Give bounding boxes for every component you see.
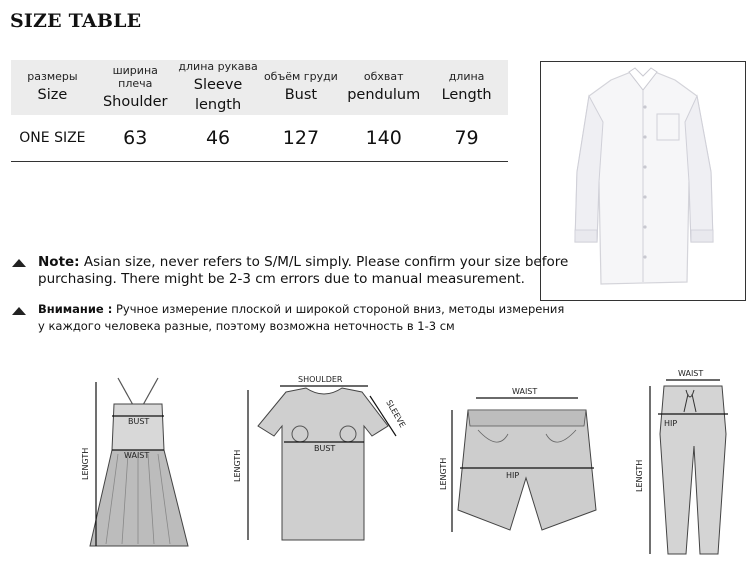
tshirt-length-label: LENGTH (233, 449, 242, 482)
note-line-2: purchasing. There might be 2-3 cm errors due to manual measurement. (38, 271, 525, 287)
note-line-1: Asian size, never refers to S/M/L simply. Please confirm your size before (83, 254, 569, 270)
pants-waist-label: WAIST (678, 369, 704, 378)
dress-diagram (76, 374, 206, 560)
cell-size: ONE SIZE (11, 115, 94, 162)
pants-diagram (630, 364, 740, 560)
size-table (11, 60, 508, 162)
warning-triangle-icon (12, 259, 26, 267)
dress-bust-label: BUST (128, 417, 150, 426)
pants-hip-label: HIP (664, 419, 678, 428)
tshirt-diagram (230, 372, 410, 552)
shorts-hip-label: HIP (506, 471, 520, 480)
note-ru-label: Внимание : (38, 302, 113, 316)
tshirt-shoulder-label: SHOULDER (298, 375, 343, 384)
header-bust: объём груди Bust (259, 60, 342, 115)
note-label: Note: (38, 254, 80, 270)
dress-waist-label: WAIST (124, 451, 150, 460)
dress-length-label: LENGTH (81, 447, 90, 480)
shorts-length-label: LENGTH (439, 457, 448, 490)
page-title: SIZE TABLE (10, 10, 142, 32)
cell-length: 79 (425, 115, 508, 162)
tshirt-bust-label: BUST (314, 444, 336, 453)
note-ru-text (38, 301, 564, 335)
note-ru-line-2: у каждого человека разные, поэтому возможна неточность в 1-3 см (38, 319, 455, 333)
note-ru-line-1: Ручное измерение плоской и широкой стороной вниз, методы измерения (116, 302, 565, 316)
shorts-waist-label: WAIST (512, 387, 538, 396)
header-shoulder: ширина плеча Shoulder (94, 60, 177, 115)
cell-shoulder: 63 (94, 115, 177, 162)
pants-length-label: LENGTH (635, 459, 644, 492)
header-pendulum: обхват pendulum (342, 60, 425, 115)
table-row (11, 115, 508, 162)
note-text (38, 254, 568, 288)
header-sleeve-length: длина рукава Sleeve length (178, 60, 258, 113)
tshirt-sleeve-label: SLEEVE (384, 398, 408, 430)
header-length: длина Length (425, 60, 508, 115)
table-header-row (11, 60, 508, 115)
warning-triangle-icon (12, 307, 26, 315)
cell-pendulum: 140 (342, 115, 425, 162)
cell-sleeve-length: 46 (177, 115, 260, 162)
product-photo (540, 61, 746, 301)
cell-bust: 127 (259, 115, 342, 162)
shirt-image (541, 62, 745, 300)
shorts-diagram (438, 382, 606, 542)
header-size: размеры Size (11, 60, 94, 115)
